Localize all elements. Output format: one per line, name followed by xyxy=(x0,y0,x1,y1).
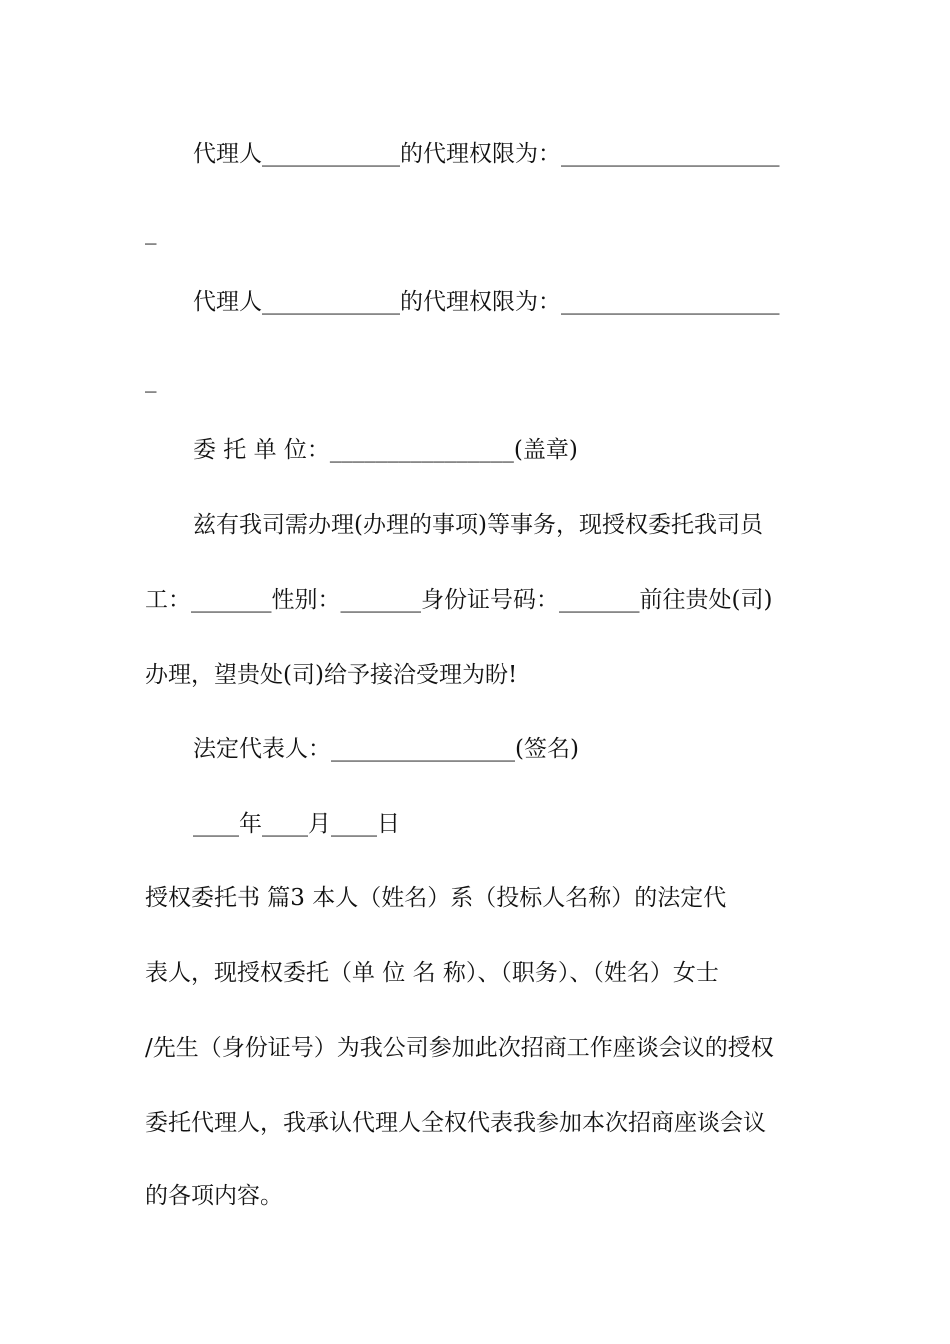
paragraph-line: 委托代理人，我承认代理人全权代表我参加本次招商座谈会议 xyxy=(145,1110,766,1136)
paragraph-line: 表人，现授权委托（单 位 名 称）、（职务）、（姓名）女士 xyxy=(145,960,719,986)
agent-authority-line-2: 代理人____________的代理权限为：___________________ xyxy=(193,289,780,315)
legal-representative-line: 法定代表人：________________(签名) xyxy=(193,736,579,762)
paragraph-line: 授权委托书 篇3 本人（姓名）系（投标人名称）的法定代 xyxy=(145,885,727,911)
paragraph-line: 的各项内容。 xyxy=(145,1183,283,1209)
paragraph-line: 兹有我司需办理(办理的事项)等事务，现授权委托我司员 xyxy=(193,512,763,538)
date-line: ____年____月____日 xyxy=(193,811,400,837)
paragraph-line: 办理，望贵处(司)给予接洽受理为盼! xyxy=(145,662,518,688)
paragraph-line: /先生（身份证号）为我公司参加此次招商工作座谈会议的授权 xyxy=(145,1035,774,1061)
continuation-underscore-2: _ xyxy=(145,367,157,393)
agent-authority-line-1: 代理人____________的代理权限为：___________________ xyxy=(193,141,780,167)
entrusting-unit-line: 委 托 单 位：________________(盖章) xyxy=(193,437,578,463)
continuation-underscore-1: _ xyxy=(145,219,157,245)
paragraph-line: 工：_______性别：_______身份证号码：_______前往贵处(司) xyxy=(145,587,773,613)
